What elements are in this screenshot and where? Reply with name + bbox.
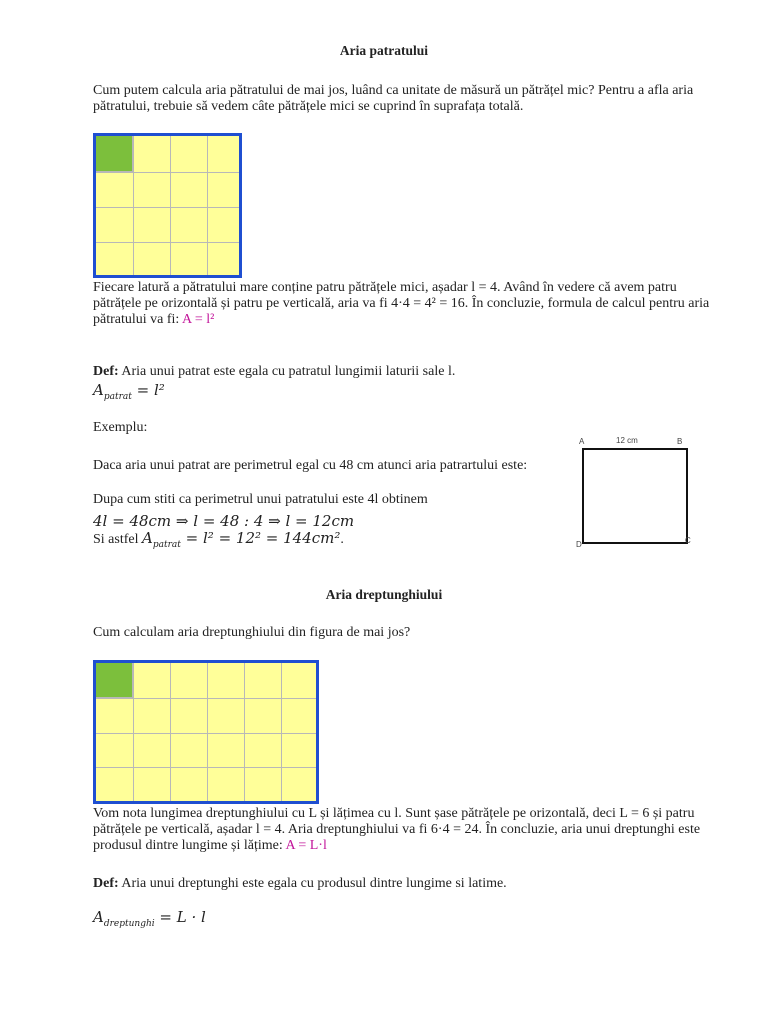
formula-subscript: dreptunghi: [103, 919, 155, 929]
grid-line: [133, 663, 134, 801]
unit-square-highlight: [96, 136, 133, 172]
example-formula-subscript: patrat: [152, 540, 181, 550]
square-outline: [582, 448, 688, 544]
vertex-b-label: B: [677, 437, 683, 446]
formula-subscript: patrat: [103, 392, 132, 402]
rectangle-intro-text: Cum calculam aria dreptunghiului din figura de mai jos?: [93, 625, 411, 640]
example-formula-symbol: A: [142, 529, 153, 547]
unit-square-highlight: [96, 663, 133, 698]
rectangle-explanation-text: Vom nota lungimea dreptunghiului cu L și lățimea cu l. Sunt șase pătrățele pe orizontală, deci L = 6 și patru pătrățele pe verticală, așadar l = 4. Aria dreptunghiului va fi 6·4 = 24. În concluzie, aria unui dreptunghi este produsul dintre lungime și lățime:: [93, 806, 701, 853]
grid-line: [244, 663, 245, 801]
square-explanation-text: Fiecare latură a pătratului mare conține patru pătrățele mici, așadar l = 4. Având în vedere că avem patru pătrățele pe orizontală și patru pe verticală, aria va fi 4·4 = 4² = 16. În concluzie, formula de calcul pentru aria pătratului va fi:: [93, 280, 710, 327]
formula-rest: = l²: [136, 381, 165, 399]
rectangle-def-formula: [93, 908, 206, 929]
rectangle-grid-figure: [93, 660, 319, 804]
example-line-3: [93, 529, 344, 550]
vertex-c-label: C: [685, 536, 691, 545]
grid-line: [170, 663, 171, 801]
grid-line: [96, 242, 239, 243]
grid-line: [96, 733, 316, 734]
grid-line: [170, 136, 171, 275]
section-title-rectangle: Aria dreptunghiului: [325, 587, 443, 602]
square-abcd-figure: [574, 434, 704, 552]
def-label: Def:: [93, 364, 119, 379]
example-line-1: Daca aria unui patrat are perimetrul egal cu 48 cm atunci aria patrartului este:: [93, 458, 528, 473]
square-intro-text: Cum putem calcula aria pătratului de mai jos, luând ca unitate de măsură un pătrățel mic? Pentru a afla aria pătratului, trebuie să vedem câte pătrățele mici se cuprind în suprafața totală.: [93, 83, 694, 114]
def-label: Def:: [93, 876, 119, 891]
formula-rest: = L · l: [159, 908, 206, 926]
example-label: Exemplu:: [93, 420, 148, 435]
rectangle-formula-highlight: A = L·l: [285, 838, 327, 853]
example-line-2: Dupa cum stiti ca perimetrul unui patratului este 4l obtinem: [93, 492, 428, 507]
square-explanation: [93, 280, 718, 328]
example-formula-rest: = l² = 12² = 144cm²: [185, 529, 341, 547]
grid-line: [96, 172, 239, 173]
rectangle-definition: [93, 876, 718, 892]
grid-line: [96, 207, 239, 208]
rectangle-explanation: [93, 806, 718, 854]
example-line-3-prefix: Si astfel: [93, 532, 139, 547]
side-length-label: 12 cm: [616, 436, 638, 445]
grid-line: [207, 663, 208, 801]
square-grid-figure: [93, 133, 242, 278]
example-line-3-suffix: .: [340, 532, 344, 547]
section-title-square: Aria patratului: [339, 43, 429, 58]
vertex-d-label: D: [576, 540, 582, 549]
example-math: 4l = 48cm ⇒ l = 48 : 4 ⇒ l = 12cm: [93, 512, 355, 530]
vertex-a-label: A: [579, 437, 585, 446]
square-def-formula: [93, 381, 165, 402]
grid-line: [96, 698, 316, 699]
def-text: Aria unui dreptunghi este egala cu produsul dintre lungime si latime.: [121, 876, 507, 891]
formula-symbol: A: [93, 908, 104, 926]
square-formula-highlight: A = l²: [182, 312, 215, 327]
grid-line: [207, 136, 208, 275]
grid-line: [281, 663, 282, 801]
grid-line: [133, 136, 134, 275]
def-text: Aria unui patrat este egala cu patratul lungimii laturii sale l.: [121, 364, 456, 379]
square-definition: [93, 364, 718, 380]
formula-symbol: A: [93, 381, 104, 399]
grid-line: [96, 767, 316, 768]
